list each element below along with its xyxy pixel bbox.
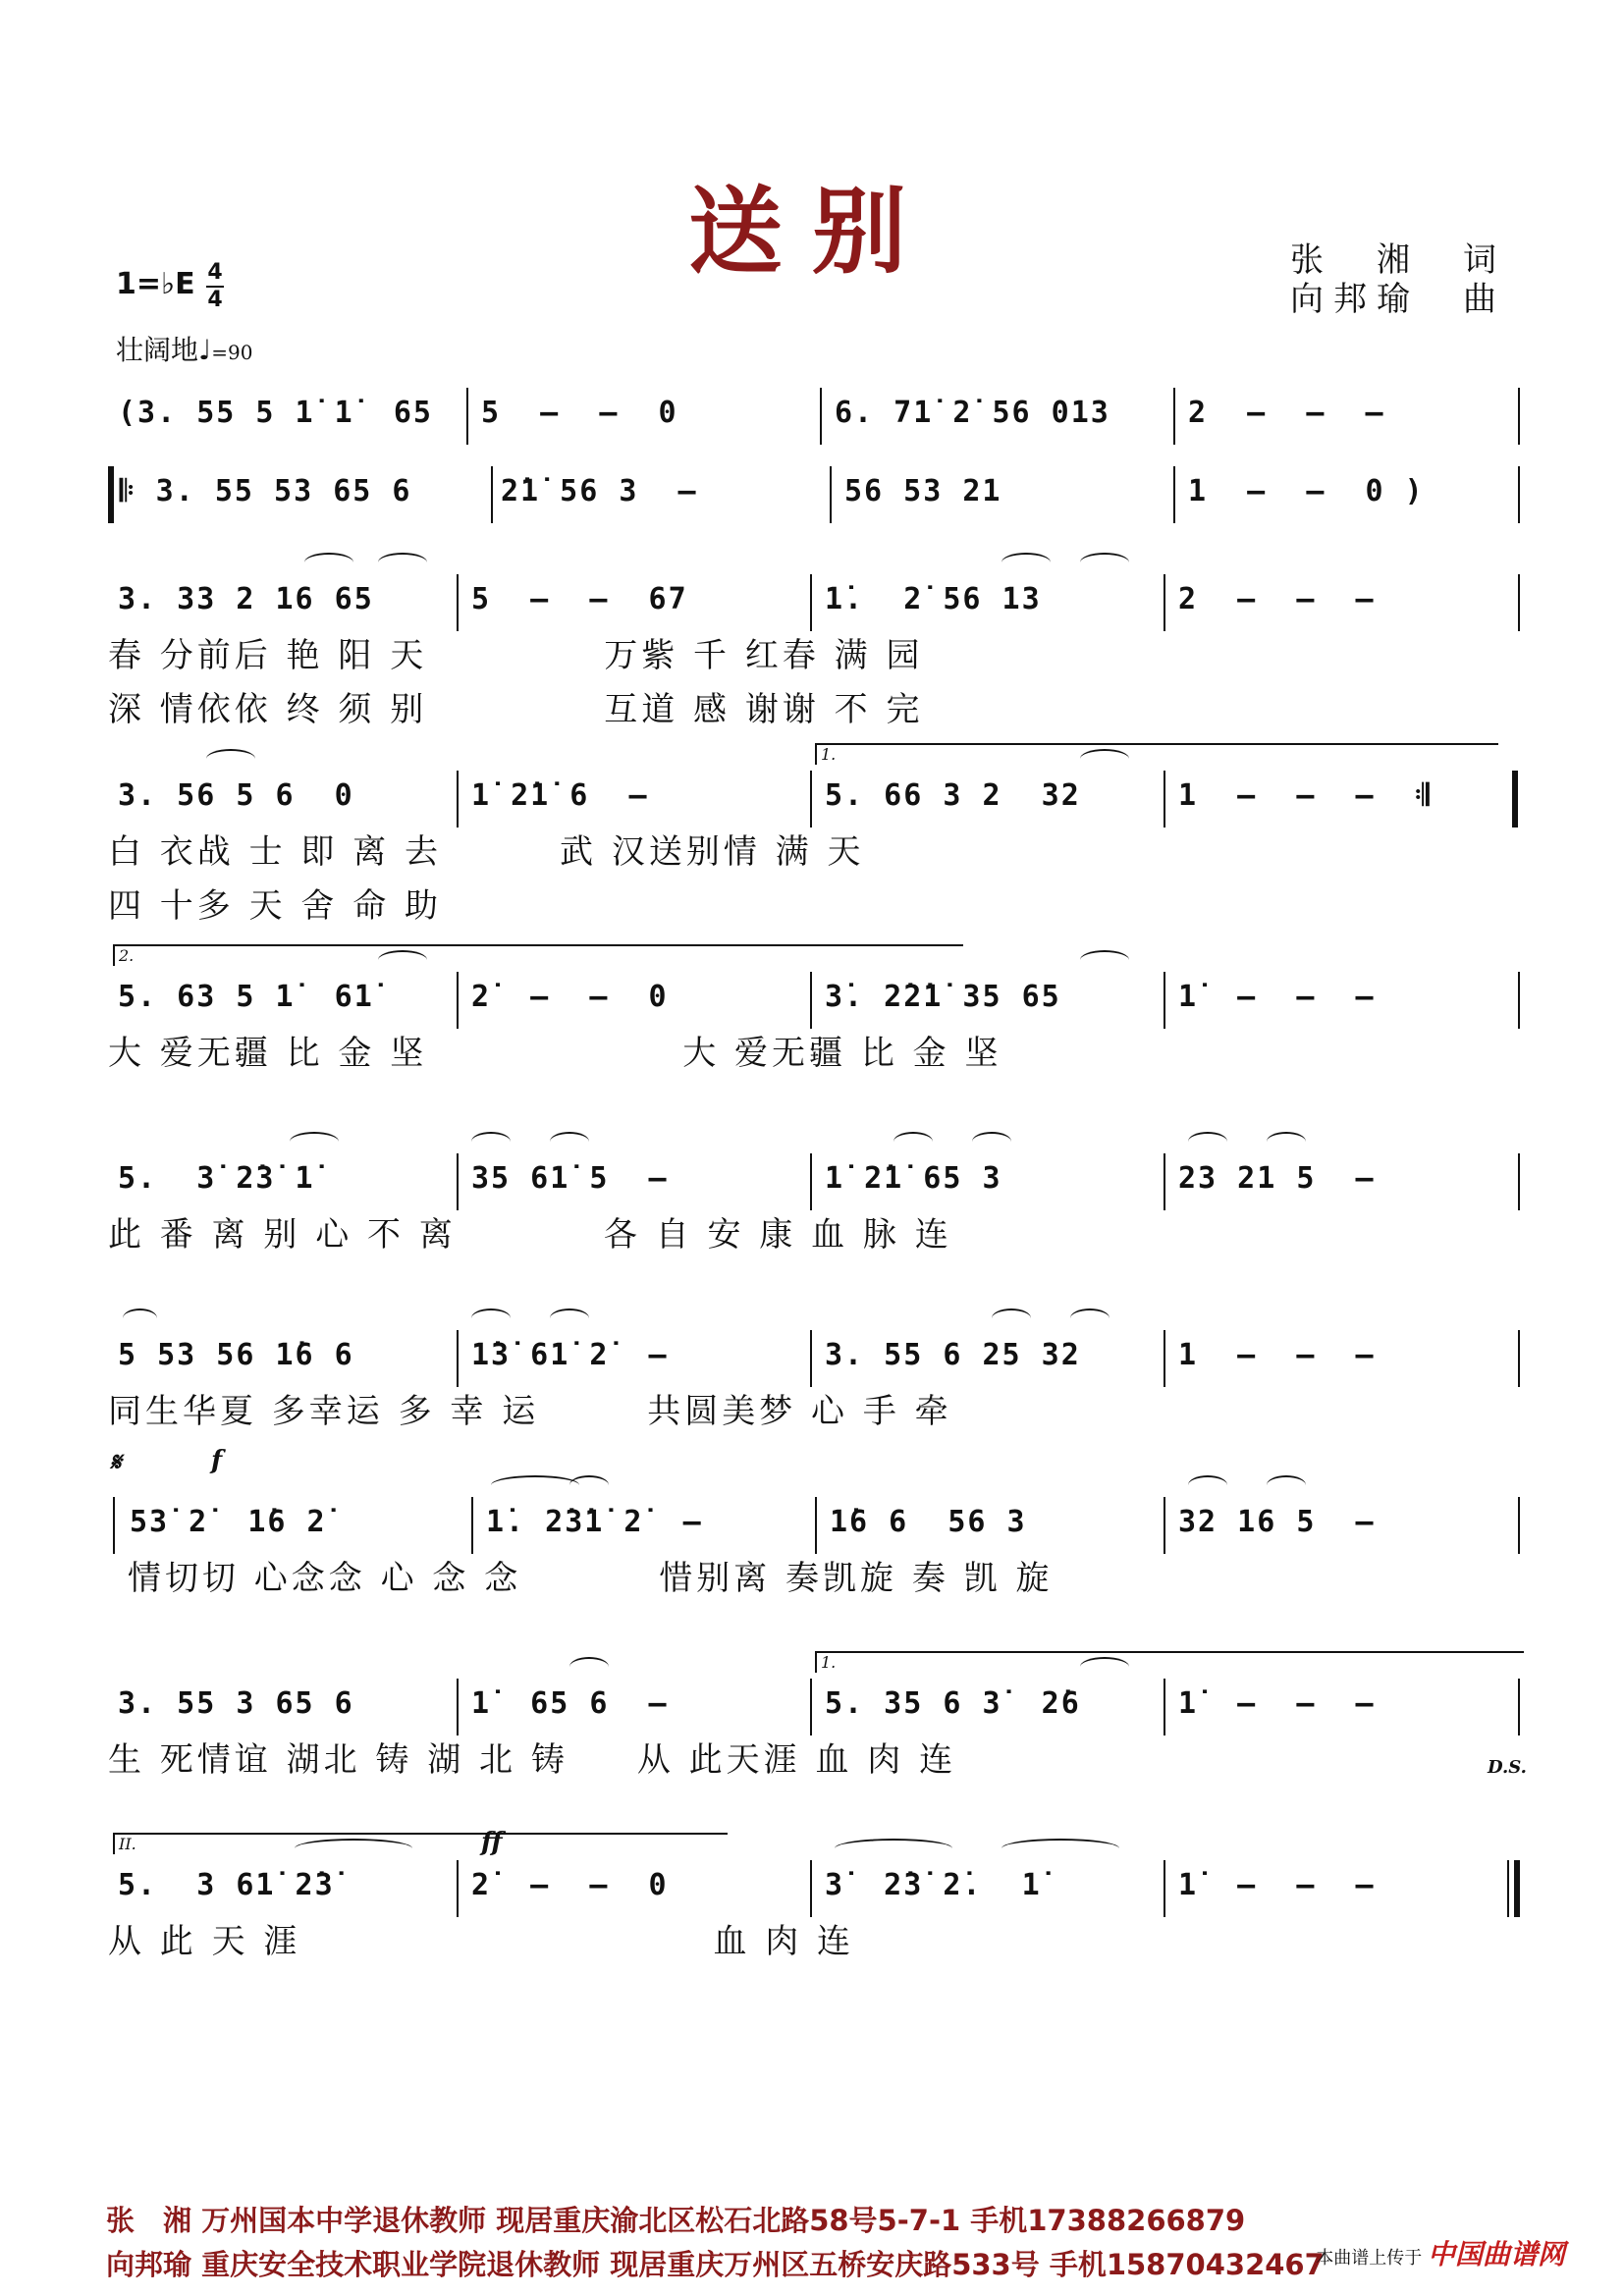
measure: 1̇. 2̇3̇1̇ 2̇ –	[486, 1505, 703, 1539]
tempo-word: 壮阔地	[116, 334, 199, 366]
measure: 56 53 21	[844, 474, 1002, 508]
lyric-line: 大 爱无疆 比 金 坚 大 爱无疆 比 金 坚	[108, 1034, 1002, 1073]
measure: 2̇ – – 0	[471, 1868, 669, 1902]
key-signature: 1=♭E	[116, 267, 195, 301]
lyric-line: 情切切 心念念 心 念 念 惜别离 奏凯旋 奏 凯 旋	[128, 1559, 1054, 1598]
measure: 1 – – – 𝄇	[1178, 778, 1432, 813]
segno-icon: 𝄋	[110, 1448, 122, 1477]
dynamic-forte: f	[211, 1446, 223, 1475]
measure: 1̇ 65 6 –	[471, 1686, 669, 1721]
lyric-line: 四 十多 天 舍 命 助	[108, 886, 443, 926]
measure: 1̇ 2̇1̇ 65 3	[825, 1161, 1002, 1196]
time-signature	[206, 260, 224, 313]
lyric-line: 同生华夏 多幸运 多 幸 运 共圆美梦 心 手 牵	[108, 1392, 952, 1431]
measure: 5. 63 5 1̇ 61̇	[118, 980, 374, 1014]
measure: 1̇ – – –	[1178, 980, 1376, 1014]
measure: 1 – – 0 )	[1188, 474, 1425, 508]
measure: 2̇ – – 0	[471, 980, 669, 1014]
measure: 5. 35 6 3̇ 2̇6	[825, 1686, 1081, 1721]
measure: 1̇3̇ 61̇ 2̇ –	[471, 1338, 669, 1372]
measure: 2 – – –	[1188, 396, 1385, 430]
measure: 3̇. 2̇2̇1̇ 35 65	[825, 980, 1061, 1014]
page-title: 送别	[688, 177, 936, 287]
measure: (3. 55 5 1̇ 1̇ 65	[118, 396, 433, 430]
quarter-note-icon: ♩	[198, 334, 212, 366]
lyric-line: 白 衣战 士 即 离 去 武 汉送别情 满 天	[108, 832, 865, 872]
measure: 5. 66 3 2 32	[825, 778, 1081, 813]
measure: 1̇6 6 56 3	[830, 1505, 1027, 1539]
measure: 5 53 56 1̇6 6	[118, 1338, 354, 1372]
dal-segno: D.S.	[1488, 1757, 1527, 1778]
volta-2b: II.	[113, 1833, 728, 1854]
measure: 1̇ – – –	[1178, 1868, 1376, 1902]
tempo-marking	[116, 329, 252, 368]
footer-composer-info: 向邦瑜 重庆安全技术职业学院退休教师 现居重庆万州区五桥安庆路533号 手机15870432467	[106, 2248, 1325, 2281]
measure: 5 – – 0	[481, 396, 678, 430]
time-sig-top: 4	[207, 260, 223, 285]
measure: 5 – – 67	[471, 582, 688, 616]
measure: 1̇ 2̇1̇ 6 –	[471, 778, 649, 813]
upload-notice: 本曲谱上传于 中国曲谱网	[1316, 2238, 1565, 2270]
measure: 2 – – –	[1178, 582, 1376, 616]
measure: 53̇ 2̇ 1̇6 2̇	[130, 1505, 327, 1539]
measure: 3. 55 6 25 32	[825, 1338, 1081, 1372]
credits	[1290, 240, 1506, 319]
time-sig-bottom: 4	[207, 288, 223, 312]
volta-1b: 1.	[815, 1651, 1524, 1673]
measure: 2̇1̇ 56 3 –	[501, 474, 698, 508]
measure: 3. 33 2 16 65	[118, 582, 374, 616]
measure: 3̇ 2̇3̇ 2̇. 1̇	[825, 1868, 1042, 1902]
measure: 3. 55 3 65 6	[118, 1686, 354, 1721]
lyric-line: 春 分前后 艳 阳 天 万紫 千 红春 满 园	[108, 636, 924, 675]
site-logo[interactable]: 中国曲谱网	[1427, 2238, 1565, 2270]
measure: 1 – – –	[1178, 1338, 1376, 1372]
lyric-line: 从 此 天 涯 血 肉 连	[108, 1922, 855, 1961]
measure: 5. 3 61̇ 2̇3̇	[118, 1868, 335, 1902]
measure: 35 61̇ 5 –	[471, 1161, 669, 1196]
lyric-line: 此 番 离 别 心 不 离 各 自 安 康 血 脉 连	[108, 1215, 952, 1255]
measure: 𝄆 3. 55 53 65 6	[120, 474, 412, 508]
footer-lyricist-info: 张 湘 万州国本中学退休教师 现居重庆渝北区松石北路58号5-7-1 手机17388266879	[106, 2204, 1246, 2237]
volta-2: 2.	[113, 944, 963, 966]
measure: 32 16 5 –	[1178, 1505, 1376, 1539]
measure: 1̇. 2̇ 56 13	[825, 582, 1042, 616]
lyric-line: 深 情依依 终 须 别 互道 感 谢谢 不 完	[108, 690, 924, 729]
volta-1: 1.	[815, 743, 1498, 765]
measure: 5. 3̇ 2̇3̇ 1̇	[118, 1161, 315, 1196]
dynamic-fortissimo: ff	[481, 1828, 503, 1857]
measure: 1̇ – – –	[1178, 1686, 1376, 1721]
tempo-bpm: =90	[211, 341, 253, 364]
measure: 6. 71̇ 2̇ 56 013	[835, 396, 1110, 430]
composer-credit: 向邦瑜 曲	[1290, 280, 1506, 319]
measure: 23 21 5 –	[1178, 1161, 1376, 1196]
lyricist-credit: 张 湘 词	[1290, 240, 1506, 280]
measure: 3. 56 5 6 0	[118, 778, 354, 813]
lyric-line: 生 死情谊 湖北 铸 湖 北 铸 从 此天涯 血 肉 连	[108, 1740, 957, 1780]
